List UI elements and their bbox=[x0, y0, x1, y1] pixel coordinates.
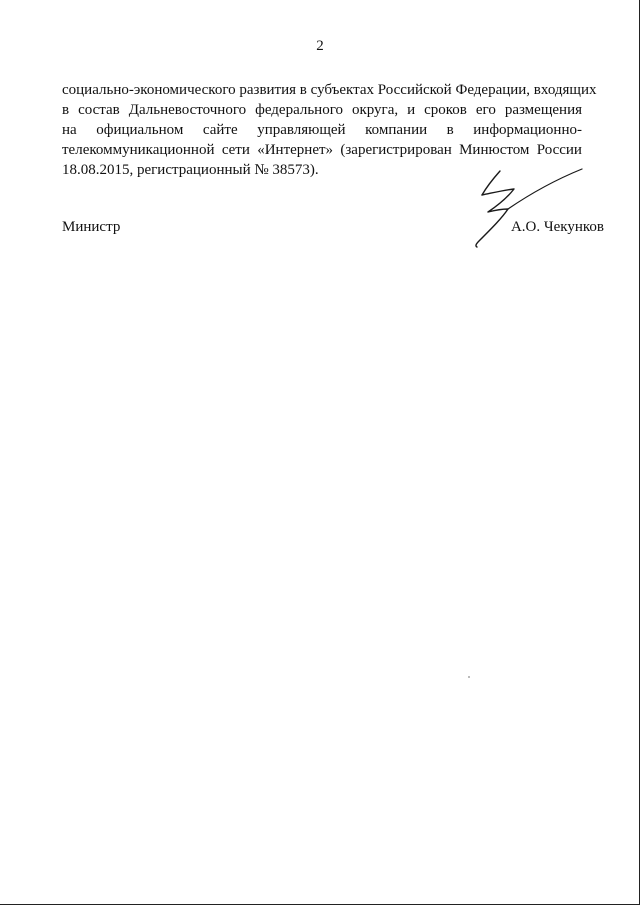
text-word: состав bbox=[78, 102, 120, 118]
text-word: Минюстом bbox=[459, 142, 530, 158]
text-word: 18.08.2015, регистрационный № 38573). bbox=[62, 162, 319, 178]
text-word: телекоммуникационной bbox=[62, 142, 215, 158]
text-word: в bbox=[446, 122, 454, 138]
text-word: (зарегистрирован bbox=[340, 142, 452, 158]
scan-speck bbox=[468, 676, 470, 678]
text-word: России bbox=[536, 142, 582, 158]
text-word: федерального bbox=[255, 102, 343, 118]
text-word: информационно- bbox=[473, 122, 582, 138]
text-word: Дальневосточного bbox=[128, 102, 247, 118]
text-word: сети bbox=[221, 142, 250, 158]
text-line bbox=[62, 100, 582, 120]
page-number: 2 bbox=[316, 38, 324, 54]
text-word: официальном bbox=[96, 122, 184, 138]
text-word: его bbox=[475, 102, 496, 118]
position-title: Министр bbox=[62, 219, 121, 235]
text-word: округа, bbox=[351, 102, 399, 118]
text-word: в bbox=[62, 102, 70, 118]
signer-name: А.О. Чекунков bbox=[510, 219, 604, 235]
text-word: социально-экономического развития в субъектах Российской Федерации, входящих bbox=[62, 82, 597, 98]
text-word: сроков bbox=[424, 102, 467, 118]
text-line bbox=[62, 120, 582, 140]
body-paragraph bbox=[62, 80, 597, 180]
text-word: и bbox=[407, 102, 416, 118]
text-line bbox=[62, 80, 597, 100]
text-word: компании bbox=[365, 122, 428, 138]
text-word: «Интернет» bbox=[257, 142, 334, 158]
text-word: на bbox=[62, 122, 77, 138]
handwritten-signature bbox=[472, 168, 587, 248]
text-word: управляющей bbox=[257, 122, 346, 138]
text-word: сайте bbox=[202, 122, 238, 138]
text-line bbox=[62, 140, 582, 160]
text-word: размещения bbox=[504, 102, 582, 118]
